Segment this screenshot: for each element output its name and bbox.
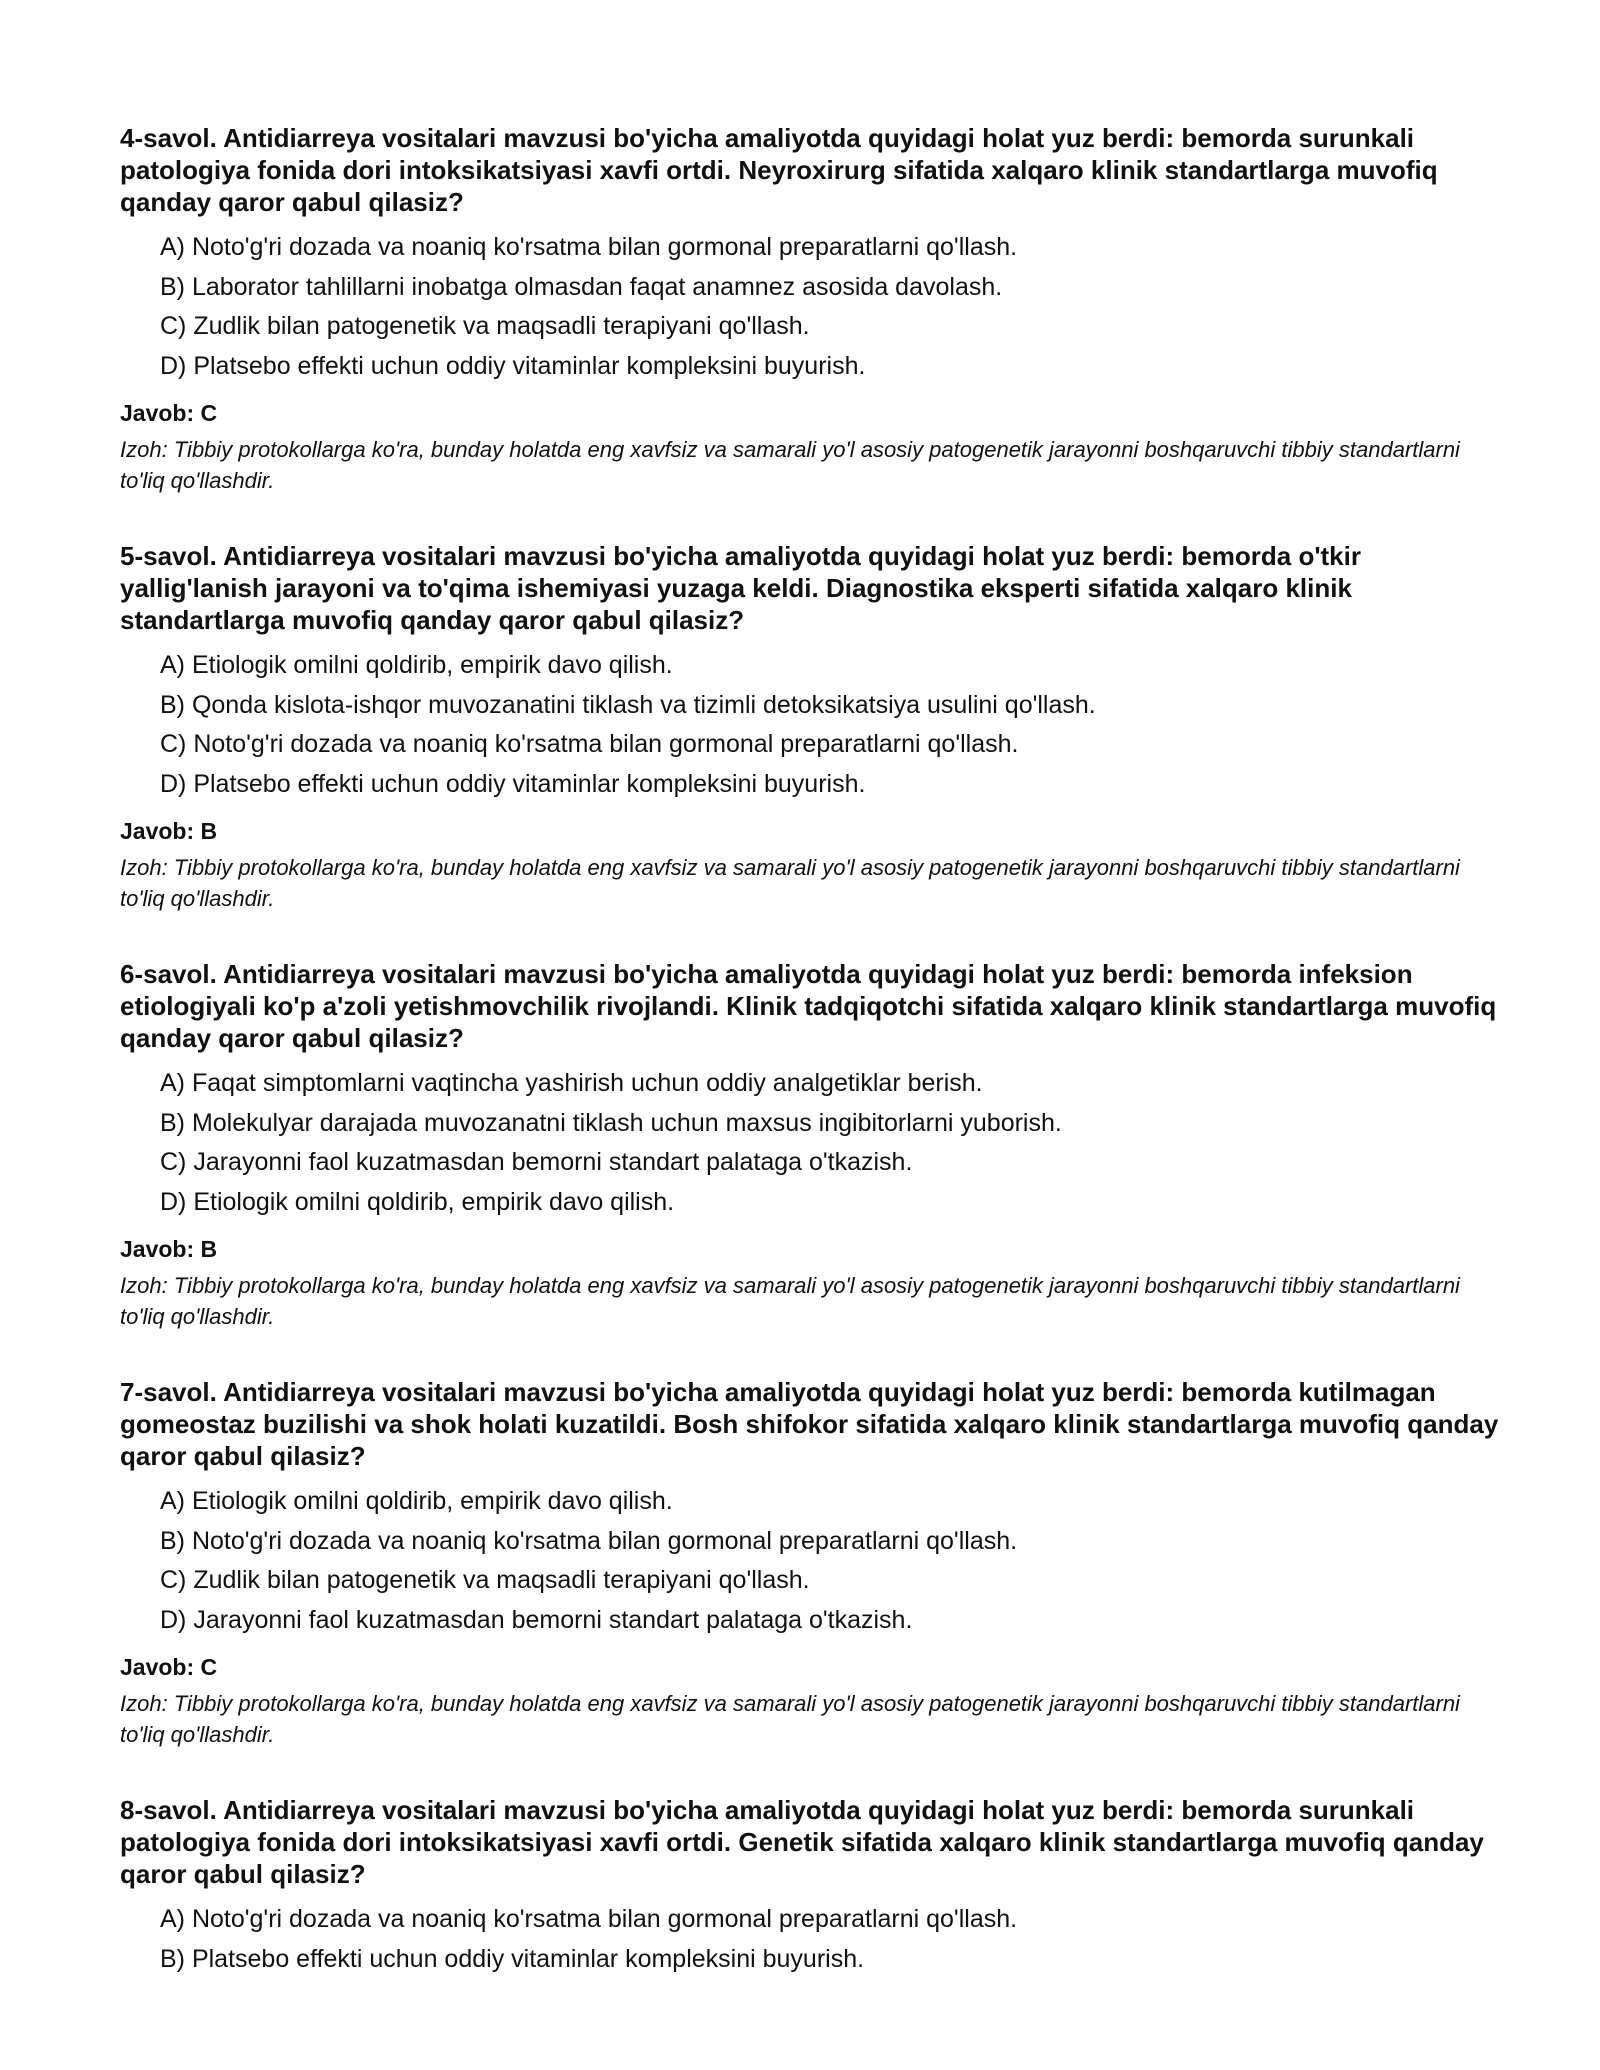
answer-option: B) Qonda kislota-ishqor muvozanatini tiklash va tizimli detoksikatsiya usulini qo'llash. bbox=[160, 690, 1096, 719]
answer-option: A) Noto'g'ri dozada va noaniq ko'rsatma bilan gormonal preparatlarni qo'llash. bbox=[160, 233, 1018, 261]
answer-option: C) Jarayonni faol kuzatmasdan bemorni standart palataga o'tkazish. bbox=[160, 1148, 913, 1176]
answer-option: D) Jarayonni faol kuzatmasdan bemorni standart palataga o'tkazish. bbox=[160, 1605, 913, 1634]
answer-option: C) Noto'g'ri dozada va noaniq ko'rsatma bilan gormonal preparatlarni qo'llash. bbox=[160, 730, 1019, 758]
explanation-text: Izoh: Tibbiy protokollarga ko'ra, bunday holatda eng xavfsiz va samarali yo'l asosiy patogenetik jarayonni boshqaruvchi tibbiy standartlarni to'liq qo'llashdir. bbox=[120, 437, 1460, 493]
question-text: 7-savol. Antidiarreya vositalari mavzusi bo'yicha amaliyotda quyidagi holat yuz berdi: bemorda kutilmagan gomeostaz buzilishi va shok holati kuzatildi. Bosh shifokor sifatida xalqaro klinik standartlarga muvofiq qanday qaror qabul qilasiz? bbox=[120, 1377, 1499, 1471]
answer-options bbox=[120, 228, 1500, 386]
question-block bbox=[120, 958, 1500, 1332]
explanation-text: Izoh: Tibbiy protokollarga ko'ra, bunday holatda eng xavfsiz va samarali yo'l asosiy patogenetik jarayonni boshqaruvchi tibbiy standartlarni to'liq qo'llashdir. bbox=[120, 1691, 1460, 1747]
answer-option: A) Noto'g'ri dozada va noaniq ko'rsatma bilan gormonal preparatlarni qo'llash. bbox=[160, 1905, 1018, 1933]
answer-key: Javob: C bbox=[120, 1654, 218, 1680]
answer-options bbox=[120, 646, 1500, 804]
question-block bbox=[120, 122, 1500, 496]
answer-option: A) Etiologik omilni qoldirib, empirik davo qilish. bbox=[160, 651, 673, 679]
answer-option: A) Etiologik omilni qoldirib, empirik davo qilish. bbox=[160, 1487, 673, 1515]
question-text: 6-savol. Antidiarreya vositalari mavzusi bo'yicha amaliyotda quyidagi holat yuz berdi: bemorda infeksion etiologiyali ko'p a'zoli yetishmovchilik rivojlandi. Klinik tadqiqotchi sifatida xalqaro klinik standartlarga muvofiq qanday qaror qabul qilasiz? bbox=[120, 959, 1497, 1053]
answer-key: Javob: B bbox=[120, 1236, 218, 1262]
answer-option: C) Zudlik bilan patogenetik va maqsadli terapiyani qo'llash. bbox=[160, 312, 810, 340]
answer-key: Javob: B bbox=[120, 818, 218, 844]
question-text: 5-savol. Antidiarreya vositalari mavzusi bo'yicha amaliyotda quyidagi holat yuz berdi: bemorda o'tkir yallig'lanish jarayoni va to'qima ishemiyasi yuzaga keldi. Diagnostika eksperti sifatida xalqaro klinik standartlarga muvofiq qanday qaror qabul qilasiz? bbox=[120, 541, 1361, 635]
answer-option: B) Platsebo effekti uchun oddiy vitaminlar kompleksini buyurish. bbox=[160, 1944, 865, 1973]
question-text: 4-savol. Antidiarreya vositalari mavzusi bo'yicha amaliyotda quyidagi holat yuz berdi: bemorda surunkali patologiya fonida dori intoksikatsiyasi xavfi ortdi. Neyroxirurg sifatida xalqaro klinik standartlarga muvofiq qanday qaror qabul qilasiz? bbox=[120, 123, 1438, 217]
answer-option: B) Laborator tahlillarni inobatga olmasdan faqat anamnez asosida davolash. bbox=[160, 272, 1003, 301]
answer-option: A) Faqat simptomlarni vaqtincha yashirish uchun oddiy analgetiklar berish. bbox=[160, 1069, 983, 1097]
answer-options bbox=[120, 1482, 1500, 1640]
document-page bbox=[120, 122, 1500, 2023]
answer-options bbox=[120, 1064, 1500, 1222]
answer-option: C) Zudlik bilan patogenetik va maqsadli terapiyani qo'llash. bbox=[160, 1566, 810, 1594]
question-block bbox=[120, 1376, 1500, 1750]
explanation-text: Izoh: Tibbiy protokollarga ko'ra, bunday holatda eng xavfsiz va samarali yo'l asosiy patogenetik jarayonni boshqaruvchi tibbiy standartlarni to'liq qo'llashdir. bbox=[120, 855, 1460, 911]
answer-option: B) Noto'g'ri dozada va noaniq ko'rsatma bilan gormonal preparatlarni qo'llash. bbox=[160, 1526, 1018, 1555]
question-block bbox=[120, 540, 1500, 914]
answer-options bbox=[120, 1900, 1500, 1979]
explanation-text: Izoh: Tibbiy protokollarga ko'ra, bunday holatda eng xavfsiz va samarali yo'l asosiy patogenetik jarayonni boshqaruvchi tibbiy standartlarni to'liq qo'llashdir. bbox=[120, 1273, 1460, 1329]
answer-option: D) Etiologik omilni qoldirib, empirik davo qilish. bbox=[160, 1187, 675, 1216]
answer-key: Javob: C bbox=[120, 400, 218, 426]
answer-option: D) Platsebo effekti uchun oddiy vitaminlar kompleksini buyurish. bbox=[160, 351, 866, 380]
question-text: 8-savol. Antidiarreya vositalari mavzusi bo'yicha amaliyotda quyidagi holat yuz berdi: bemorda surunkali patologiya fonida dori intoksikatsiyasi xavfi ortdi. Genetik sifatida xalqaro klinik standartlarga muvofiq qanday qaror qabul qilasiz? bbox=[120, 1795, 1484, 1889]
answer-option: D) Platsebo effekti uchun oddiy vitaminlar kompleksini buyurish. bbox=[160, 769, 866, 798]
answer-option: B) Molekulyar darajada muvozanatni tiklash uchun maxsus ingibitorlarni yuborish. bbox=[160, 1108, 1062, 1137]
question-block bbox=[120, 1794, 1500, 1979]
